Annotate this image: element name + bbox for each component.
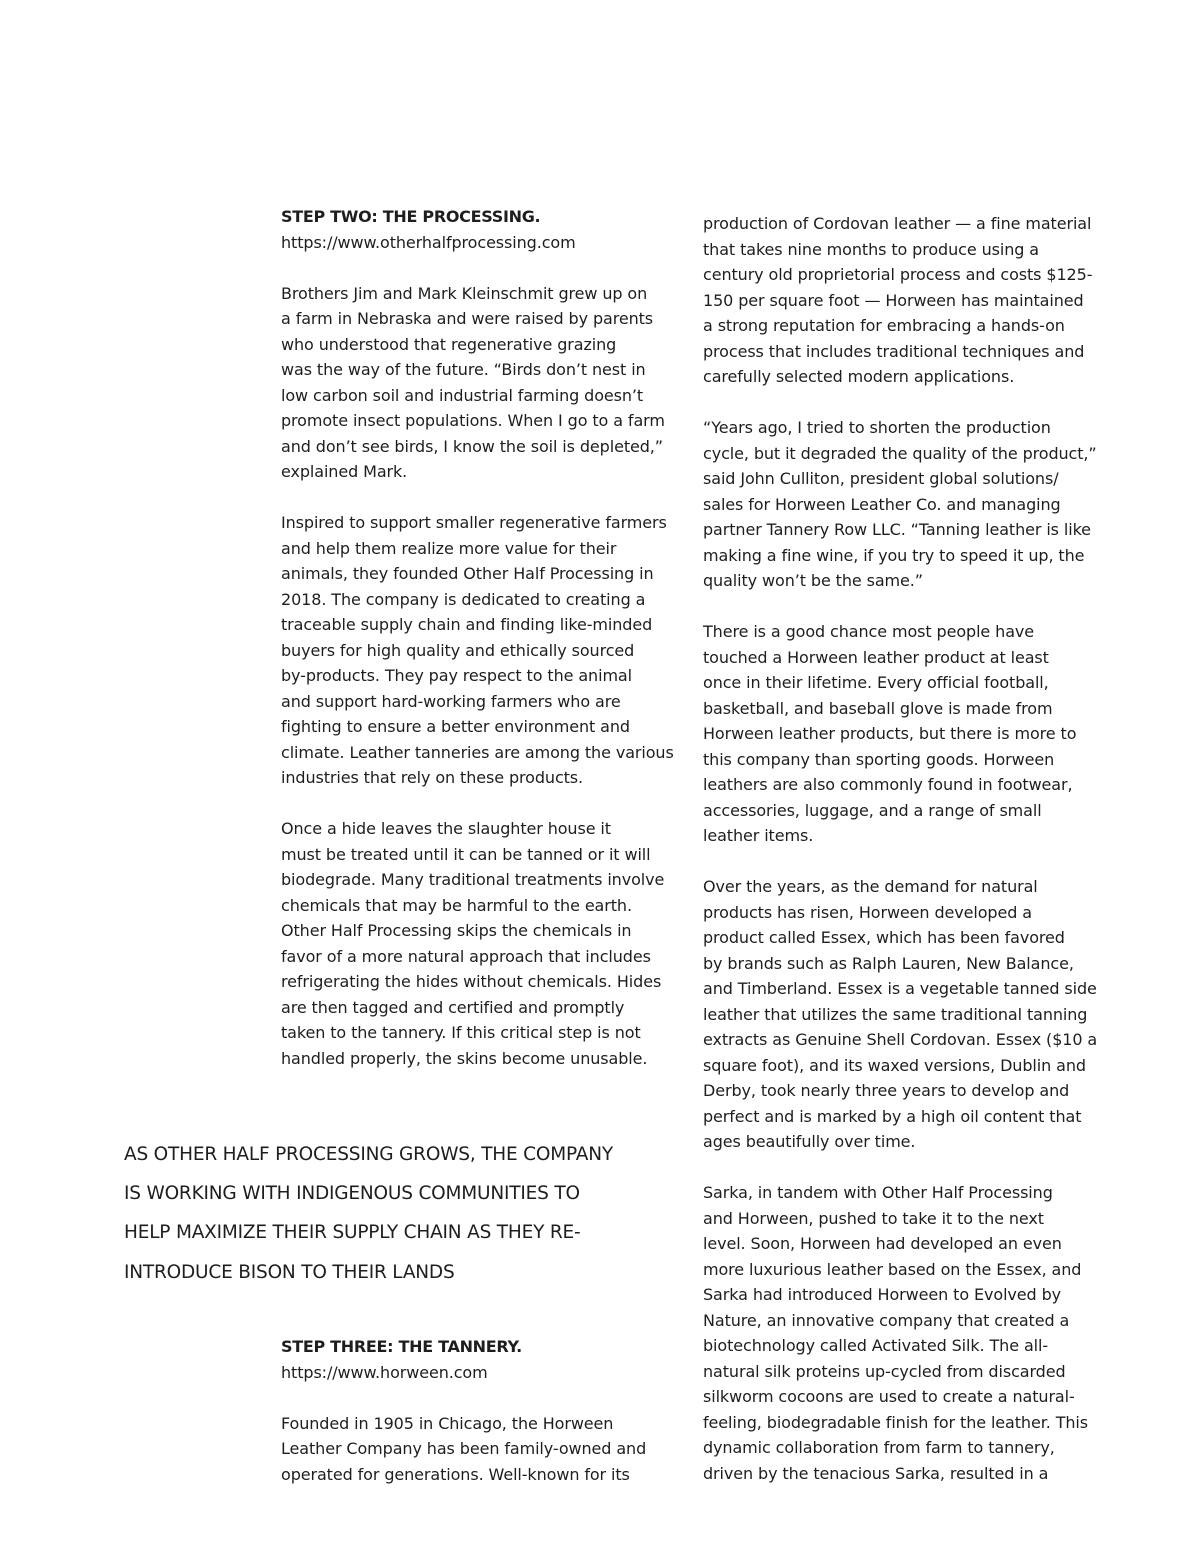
step-two-section [281, 204, 686, 1071]
right-paragraph-1: production of Cordovan leather — a fine material that takes nine months to produce using a century old proprietorial process and costs $125- 150 per square foot — Horween has maintained a strong reputation for embracing a hands-on process that includes traditional techniques and carefully selected modern applications. [703, 214, 1093, 386]
right-paragraph-3: There is a good chance most people have touched a Horween leather product at least once in their lifetime. Every official football, basketball, and baseball glove is made from Horween leather products, but there is more to this company than sporting goods. Horween leathers are also commonly found in footwear, accessories, luggage, and a range of small leather items. [703, 622, 1077, 845]
step-three-url: https://www.horween.com [281, 1362, 488, 1382]
pull-quote [124, 1135, 684, 1292]
right-paragraph-5: Sarka, in tandem with Other Half Processing and Horween, pushed to take it to the next level. Soon, Horween had developed an even more luxurious leather based on the Essex, and Sarka had introduced Horween to Evolved by Nature, an innovative company that created a biotechnology called Activated Silk. The all- natural silk proteins up-cycled from discarded silkworm cocoons are used to create a natural- feeling, biodegradable finish for the leather. This dynamic collaboration from farm to tannery, driven by the tenacious Sarka, resulted in a [703, 1183, 1088, 1483]
right-paragraph-4: Over the years, as the demand for natural products has risen, Horween developed a product called Essex, which has been favored by brands such as Ralph Lauren, New Balance, and Timberland. Essex is a vegetable tanned side leather that utilizes the same traditional tanning extracts as Genuine Shell Cordovan. Essex ($10 a square foot), and its waxed versions, Dublin and Derby, took nearly three years to develop and perfect and is marked by a high oil content that ages beautifully over time. [703, 877, 1098, 1151]
step-two-heading: STEP TWO: THE PROCESSING. [281, 207, 541, 226]
pull-quote-line: AS OTHER HALF PROCESSING GROWS, THE COMPANY [124, 1144, 613, 1165]
right-column [703, 211, 1108, 1486]
step-three-section [281, 1334, 686, 1487]
step-two-paragraph-3: Once a hide leaves the slaughter house it must be treated until it can be tanned or it will biodegrade. Many traditional treatments involve chemicals that may be harmful to the earth. Other Half Processing skips the chemicals in favor of a more natural approach that includes refrigerating the hides without chemicals. Hides are then tagged and certified and promptly taken to the tannery. If this critical step is not handled properly, the skins become unusable. [281, 819, 665, 1068]
step-three-paragraph-1: Founded in 1905 in Chicago, the Horween Leather Company has been family-owned and operated for generations. Well-known for its [281, 1413, 647, 1484]
step-three-heading: STEP THREE: THE TANNERY. [281, 1337, 522, 1356]
pull-quote-line: HELP MAXIMIZE THEIR SUPPLY CHAIN AS THEY RE- [124, 1222, 581, 1244]
step-two-url: https://www.otherhalfprocessing.com [281, 232, 576, 252]
right-paragraph-2: “Years ago, I tried to shorten the production cycle, but it degraded the quality of the product,” said John Culliton, president global solutions/ sales for Horween Leather Co. and managing partner Tannery Row LLC. “Tanning leather is like making a fine wine, if you try to speed it up, the quality won’t be the same.” [703, 418, 1097, 590]
step-two-paragraph-2: Inspired to support smaller regenerative farmers and help them realize more value for their animals, they founded Other Half Processing in 2018. The company is dedicated to creating a traceable supply chain and finding like-minded buyers for high quality and ethically sourced by-products. They pay respect to the animal and support hard-working farmers who are fighting to ensure a better environment and climate. Leather tanneries are among the various industries that rely on these products. [281, 513, 674, 787]
step-two-paragraph-1: Brothers Jim and Mark Kleinschmit grew up on a farm in Nebraska and were raised by parents who understood that regenerative grazing was the way of the future. “Birds don’t nest in low carbon soil and industrial farming doesn’t promote insect populations. When I go to a farm and don’t see birds, I know the soil is depleted,” explained Mark. [281, 283, 665, 481]
pull-quote-line: INTRODUCE BISON TO THEIR LANDS [124, 1261, 455, 1283]
pull-quote-line: IS WORKING WITH INDIGENOUS COMMUNITIES TO [124, 1183, 580, 1205]
